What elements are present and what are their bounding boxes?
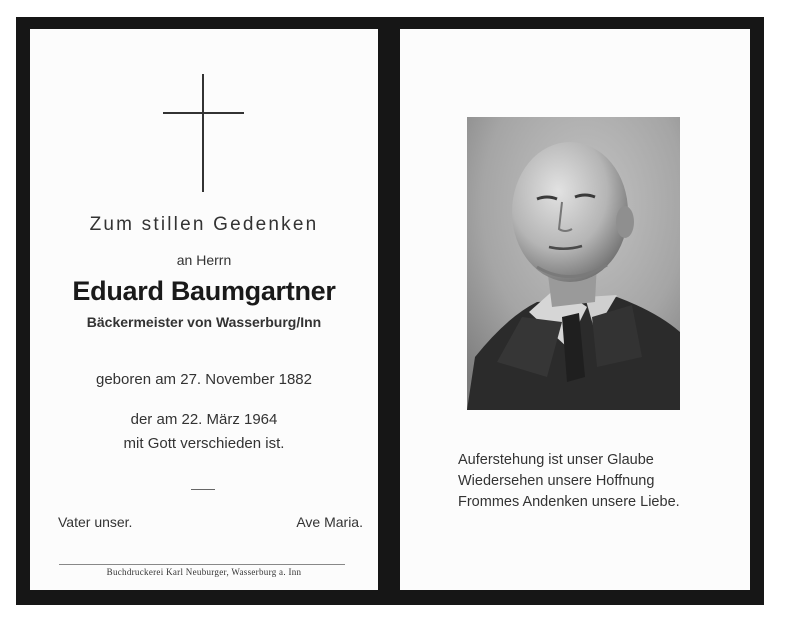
profession: Bäckermeister von Wasserburg/Inn: [86, 314, 322, 330]
memorial-heading: Zum stillen Gedenken: [89, 214, 319, 235]
death-phrase: mit Gott verschieden ist.: [123, 435, 285, 452]
printer-imprint: Buchdruckerei Karl Neuburger, Wasserburg a. Inn: [106, 567, 302, 577]
cross-horizontal-bar: [163, 112, 244, 114]
honorific: an Herrn: [176, 252, 232, 268]
quote-line-resurrection: Auferstehung ist unser Glaube: [458, 452, 654, 468]
death-date: der am 22. März 1964: [130, 411, 278, 428]
quote-line-remembrance: Frommes Andenken unsere Liebe.: [458, 494, 680, 510]
prayer-hail-mary: Ave Maria.: [296, 514, 363, 530]
memorial-card-left-page: [16, 17, 391, 605]
separator-dash: [191, 489, 215, 490]
left-page-paper: [30, 29, 378, 590]
memorial-card-right-page: [391, 17, 764, 605]
prayer-our-father: Vater unser.: [58, 514, 133, 530]
birth-date: geboren am 27. November 1882: [96, 371, 312, 388]
cross-vertical-bar: [202, 74, 204, 192]
right-page-paper: [400, 29, 750, 590]
footer-rule: [59, 564, 345, 565]
portrait-illustration: [467, 117, 680, 410]
deceased-name: Eduard Baumgartner: [72, 276, 336, 306]
portrait-photo: [467, 117, 680, 410]
quote-line-reunion: Wiedersehen unsere Hoffnung: [458, 473, 655, 489]
